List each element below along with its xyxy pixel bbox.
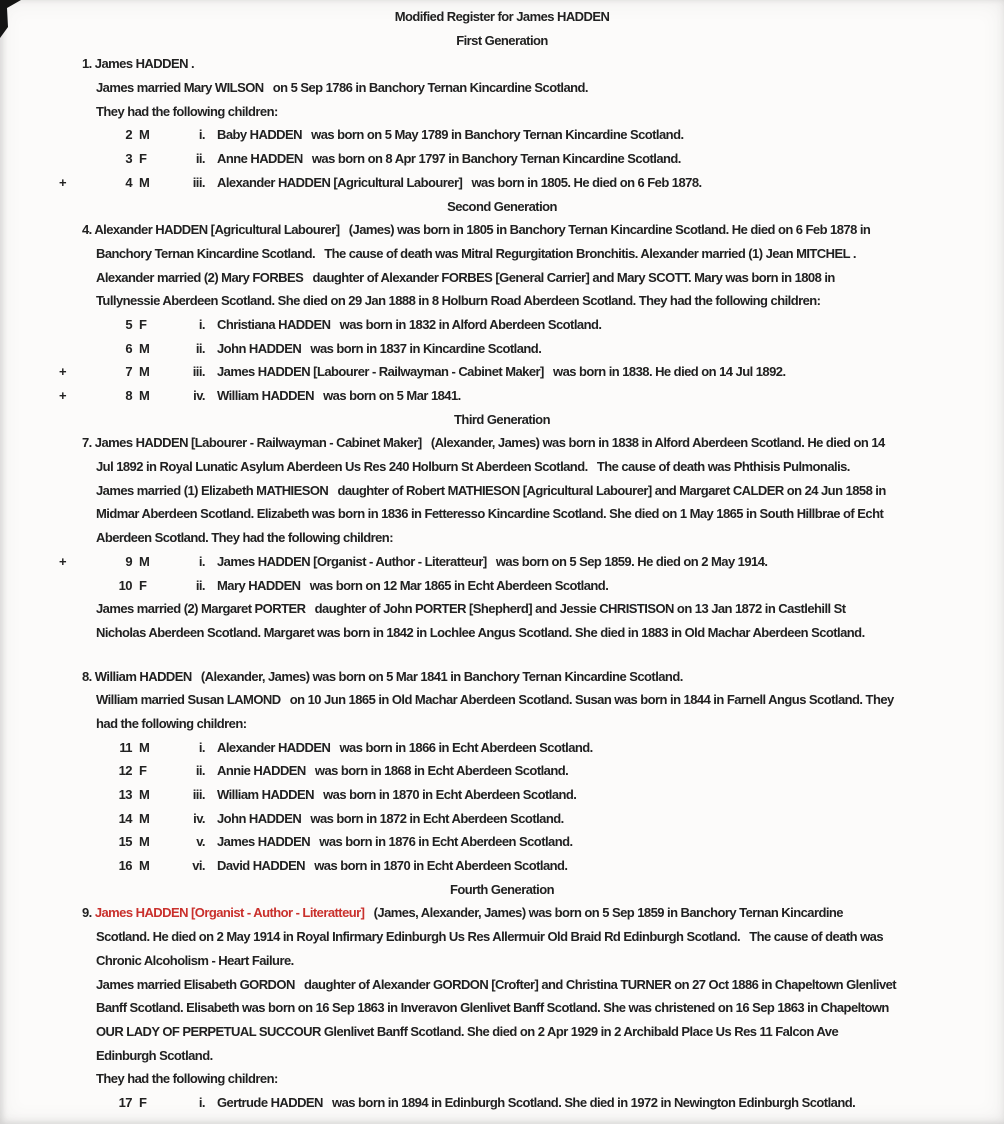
child-sex: F [139, 577, 147, 593]
child-descendant-marker [0, 337, 66, 361]
paragraph-line: Scotland. He died on 2 May 1914 in Royal Infirmary Edinburgh Us Res Allermuir Old Braid Rd Edinburgh Scotland. The cause of death was [96, 929, 884, 945]
child-descendant-marker [0, 807, 66, 831]
child-descendant-marker [0, 574, 66, 598]
child-descendant-marker [0, 830, 66, 854]
child-text: James HADDEN [Organist - Author - Literatteur] was born on 5 Sep 1859. He died on 2 May 1914. [217, 553, 768, 569]
child-descendant-marker [0, 313, 66, 337]
paragraph-line: They had the following children: [96, 103, 278, 119]
child-id-number: 17 [118, 1094, 132, 1110]
child-sex: F [139, 151, 147, 167]
child-text: Alexander HADDEN [Agricultural Labourer] was born in 1805. He died on 6 Feb 1878. [217, 174, 702, 190]
paragraph-line: had the following children: [96, 715, 247, 731]
paragraph-line: Nicholas Aberdeen Scotland. Margaret was born in 1842 in Lochlee Angus Scotland. She died in 1883 in Old Machar Aberdeen Scotland. [96, 624, 865, 640]
child-roman-numeral: iii. [192, 787, 205, 802]
child-roman-numeral: i. [198, 739, 205, 755]
child-roman-numeral: iv. [193, 810, 205, 826]
child-sex: M [139, 858, 150, 874]
child-id-number: 16 [118, 858, 132, 874]
child-row [0, 1091, 1004, 1115]
child-roman-numeral: vi. [192, 858, 205, 874]
child-roman-numeral: ii. [195, 151, 205, 167]
child-text: Annie HADDEN was born in 1868 in Echt Aberdeen Scotland. [217, 763, 569, 779]
paragraph-line: James married Mary WILSON on 5 Sep 1786 in Banchory Ternan Kincardine Scotland. [96, 80, 588, 96]
doc-title: Modified Register for James HADDEN [394, 9, 610, 24]
child-id-number: 10 [118, 577, 132, 593]
child-descendant-marker [0, 147, 66, 171]
child-row [0, 759, 1004, 783]
person-entry-line [0, 901, 1004, 925]
paragraph-line: Chronic Alcoholism - Heart Failure. [96, 952, 294, 968]
child-text: Gertrude HADDEN was born in 1894 in Edinburgh Scotland. She died in 1972 in Newington Edinburgh Scotland. [217, 1094, 856, 1110]
child-sex: F [139, 316, 147, 332]
child-id-number: 9 [125, 553, 132, 569]
paragraph-line: Edinburgh Scotland. [96, 1047, 213, 1063]
generation-heading: First Generation [456, 32, 548, 48]
child-descendant-marker [0, 759, 66, 783]
child-text: Alexander HADDEN was born in 1866 in Echt Aberdeen Scotland. [217, 739, 593, 755]
child-roman-numeral: ii. [195, 763, 205, 779]
child-text: Christiana HADDEN was born in 1832 in Alford Aberdeen Scotland. [217, 316, 602, 332]
child-sex: M [139, 388, 150, 403]
generation-heading: Second Generation [447, 198, 557, 214]
child-descendant-marker: + [58, 553, 66, 569]
child-row [0, 574, 1004, 598]
person-entry-line: 4. Alexander HADDEN [Agricultural Labourer] (James) was born in 1805 in Banchory Ternan Kincardine Scotland. He died on 6 Feb 1878 in [82, 222, 871, 238]
child-row [0, 123, 1004, 147]
paragraph-line: Alexander married (2) Mary FORBES daughter of Alexander FORBES [General Carrier] and Mary SCOTT. Mary was born in 1808 in [96, 269, 835, 285]
person-entry-line: 7. James HADDEN [Labourer - Railwayman - Cabinet Maker] (Alexander, James) was born in 1838 in Alford Aberdeen Scotland. He died on 14 [82, 435, 885, 451]
child-row [0, 807, 1004, 831]
child-roman-numeral: i. [198, 316, 205, 332]
child-roman-numeral: iii. [192, 174, 205, 190]
paragraph-line: They had the following children: [96, 1071, 278, 1087]
paragraph-line: Midmar Aberdeen Scotland. Elizabeth was born in 1836 in Fetteresso Kincardine Scotland. She died on 1 May 1865 in South Hillbrae of Echt [96, 506, 884, 522]
person-entry-line: 8. William HADDEN (Alexander, James) was born on 5 Mar 1841 in Banchory Ternan Kincardine Scotland. [82, 668, 683, 684]
paragraph-line: Jul 1892 in Royal Lunatic Asylum Aberdeen Us Res 240 Holburn St Aberdeen Scotland. The cause of death was Phthisis Pulmonalis. [96, 459, 850, 475]
child-roman-numeral: ii. [195, 340, 205, 356]
child-id-number: 13 [118, 787, 132, 802]
child-text: John HADDEN was born in 1837 in Kincardine Scotland. [217, 340, 542, 356]
child-row [0, 736, 1004, 760]
highlighted-person-name: James HADDEN [Organist - Author - Literatteur] [94, 905, 365, 921]
child-row [0, 854, 1004, 878]
child-descendant-marker: + [58, 364, 66, 380]
child-id-number: 4 [125, 174, 132, 190]
child-id-number: 3 [125, 151, 132, 167]
child-sex: M [139, 364, 150, 380]
child-text: William HADDEN was born on 5 Mar 1841. [217, 388, 461, 403]
child-id-number: 6 [125, 340, 132, 356]
child-id-number: 12 [118, 763, 132, 779]
child-row [0, 313, 1004, 337]
paragraph-line: Tullynessie Aberdeen Scotland. She died on 29 Jan 1888 in 8 Holburn Road Aberdeen Scotland. They had the following children: [96, 293, 821, 309]
paragraph-gap [0, 645, 1004, 665]
child-sex: M [139, 834, 150, 850]
child-sex: F [139, 1094, 147, 1110]
child-roman-numeral: iv. [193, 388, 205, 403]
paragraph-line: James married Elisabeth GORDON daughter of Alexander GORDON [Crofter] and Christina TURNER on 27 Oct 1886 in Chapeltown Glenlivet [96, 976, 897, 992]
child-text: James HADDEN was born in 1876 in Echt Aberdeen Scotland. [217, 834, 573, 850]
generation-heading: Fourth Generation [449, 881, 555, 897]
paragraph-line: William married Susan LAMOND on 10 Jun 1865 in Old Machar Aberdeen Scotland. Susan was born in 1844 in Farnell Angus Scotland. They [96, 692, 894, 708]
child-descendant-marker [0, 783, 66, 807]
child-sex: M [139, 174, 150, 190]
child-text: Mary HADDEN was born on 12 Mar 1865 in Echt Aberdeen Scotland. [217, 577, 609, 593]
paragraph-line: OUR LADY OF PERPETUAL SUCCOUR Glenlivet Banff Scotland. She died on 2 Apr 1929 in 2 Archibald Place Us Res 11 Falcon Ave [96, 1023, 839, 1039]
child-text: Anne HADDEN was born on 8 Apr 1797 in Banchory Ternan Kincardine Scotland. [217, 151, 681, 167]
child-id-number: 7 [125, 364, 132, 380]
child-descendant-marker [0, 1091, 66, 1115]
child-id-number: 5 [125, 316, 132, 332]
paragraph-line: James married (2) Margaret PORTER daughter of John PORTER [Shepherd] and Jessie CHRISTISON on 13 Jan 1872 in Castlehill St [96, 601, 846, 617]
child-sex: M [139, 340, 150, 356]
child-id-number: 8 [125, 388, 132, 403]
child-id-number: 2 [125, 127, 132, 143]
child-row [0, 171, 1004, 195]
child-id-number: 14 [118, 810, 132, 826]
text-segment: (James, Alexander, James) was born on 5 Sep 1859 in Banchory Ternan Kincardine [364, 905, 843, 921]
child-sex: M [139, 787, 150, 802]
child-row [0, 830, 1004, 854]
child-text: David HADDEN was born in 1870 in Echt Aberdeen Scotland. [217, 858, 568, 874]
child-roman-numeral: iii. [192, 364, 205, 380]
child-row [0, 337, 1004, 361]
child-row [0, 550, 1004, 574]
child-text: William HADDEN was born in 1870 in Echt Aberdeen Scotland. [217, 787, 577, 802]
child-sex: F [139, 763, 147, 779]
generation-heading: Third Generation [454, 411, 550, 427]
child-sex: M [139, 127, 150, 143]
child-text: Baby HADDEN was born on 5 May 1789 in Banchory Ternan Kincardine Scotland. [217, 127, 684, 143]
child-descendant-marker: + [58, 174, 66, 190]
person-entry-line: 1. James HADDEN . [82, 56, 195, 72]
child-text: James HADDEN [Labourer - Railwayman - Cabinet Maker] was born in 1838. He died on 14 Jul 1892. [217, 364, 786, 380]
document-body [0, 5, 1004, 1115]
child-row [0, 384, 1004, 408]
child-row [0, 147, 1004, 171]
child-descendant-marker: + [58, 388, 66, 403]
child-text: John HADDEN was born in 1872 in Echt Aberdeen Scotland. [217, 810, 564, 826]
paragraph-line: Aberdeen Scotland. They had the following children: [96, 530, 393, 546]
child-roman-numeral: ii. [195, 577, 205, 593]
child-descendant-marker [0, 123, 66, 147]
child-roman-numeral: i. [198, 1094, 205, 1110]
child-id-number: 15 [118, 834, 132, 850]
child-descendant-marker [0, 854, 66, 878]
child-id-number: 11 [119, 739, 132, 755]
text-segment: 9. [82, 905, 95, 921]
paragraph-line: Banff Scotland. Elisabeth was born on 16 Sep 1863 in Inveravon Glenlivet Banff Scotland. She was christened on 16 Sep 1863 in Chapeltown [96, 1000, 889, 1016]
child-row [0, 360, 1004, 384]
child-roman-numeral: v. [196, 834, 205, 850]
child-roman-numeral: i. [198, 127, 205, 143]
child-roman-numeral: i. [198, 553, 205, 569]
child-sex: M [139, 739, 150, 755]
child-row [0, 783, 1004, 807]
child-sex: M [139, 553, 150, 569]
paragraph-line: James married (1) Elizabeth MATHIESON daughter of Robert MATHIESON [Agricultural Labourer] and Margaret CALDER on 24 Jun 1858 in [96, 482, 886, 498]
child-sex: M [139, 810, 150, 826]
child-descendant-marker [0, 736, 66, 760]
paragraph-line: Banchory Ternan Kincardine Scotland. The cause of death was Mitral Regurgitation Bronchitis. Alexander married (1) Jean MITCHEL . [96, 245, 856, 261]
